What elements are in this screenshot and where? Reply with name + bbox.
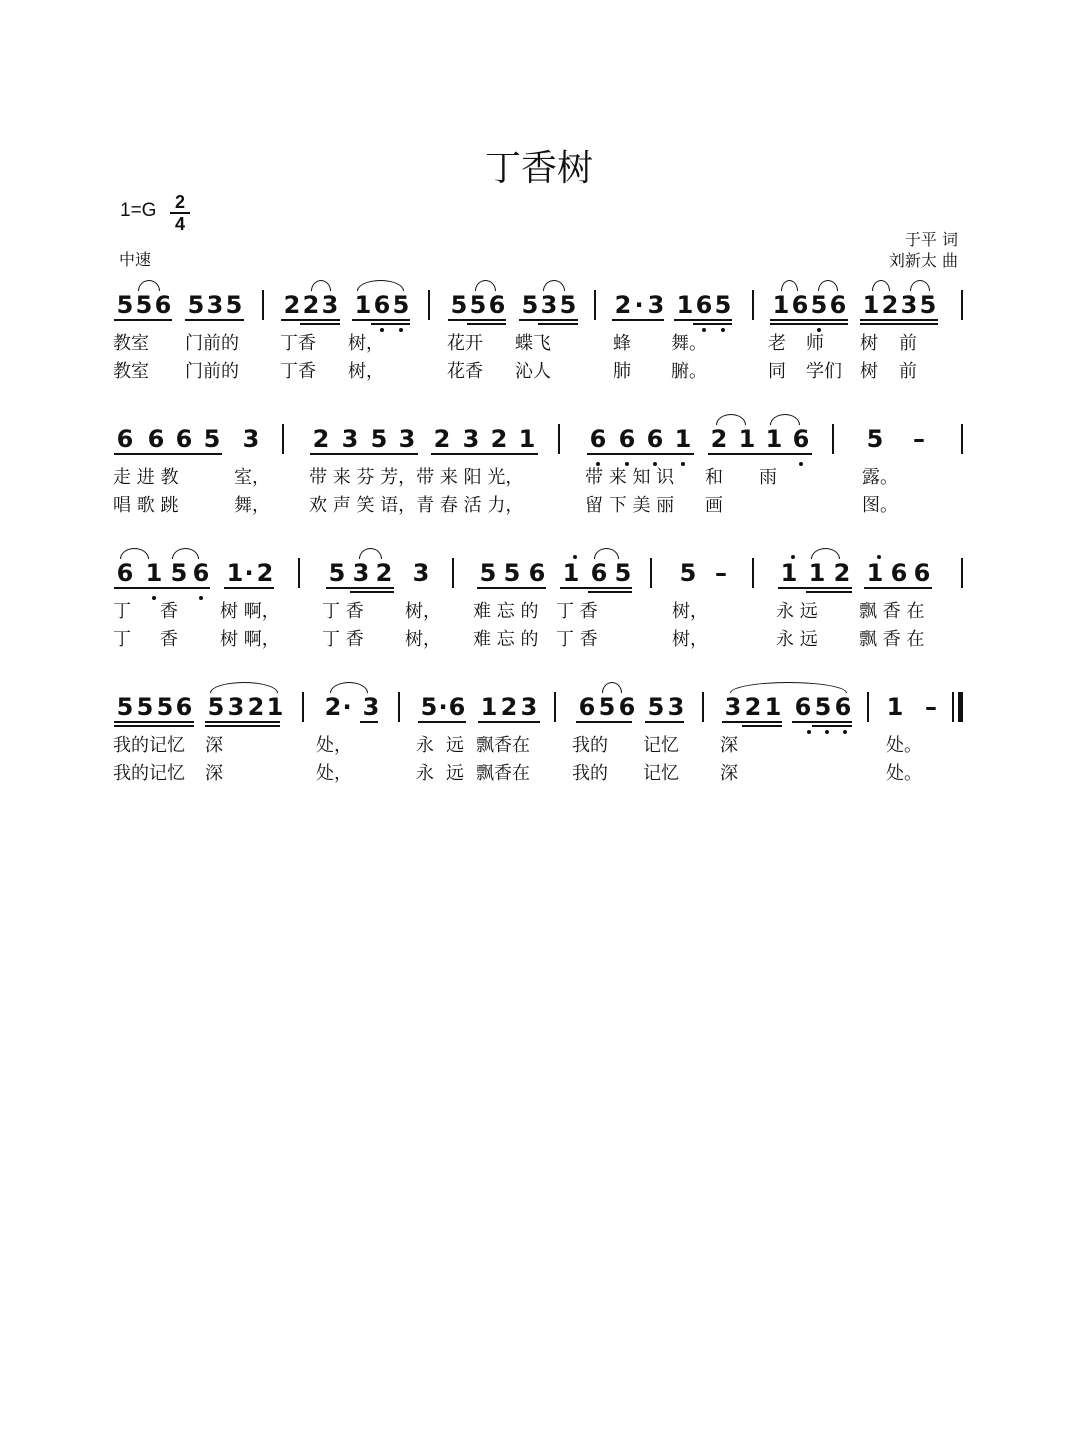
note: 6 [834,693,852,721]
final-barline-thick [958,692,963,722]
beam-underline [708,453,812,455]
beam-underline [114,319,172,321]
note: 2 [710,425,728,453]
beam-underline [778,587,852,589]
barline [650,558,652,588]
tie-slur [330,682,368,693]
lyric-verse2: 飘 香 在 [859,629,925,650]
note: 1 [518,425,536,453]
lyric-verse1: 雨 [759,467,777,488]
lyric-verse2: 图。 [862,495,898,516]
lyric-verse1: 记忆 [643,735,679,756]
beam-underline-double [114,725,194,727]
note: 6 [646,425,664,453]
lyric-verse1: 丁 [113,601,131,622]
note: 5 [170,559,188,587]
note: 3 [362,693,380,721]
octave-dot-low [653,462,657,466]
beam-underline-double [693,323,732,325]
lyric-verse1: 永 [416,735,434,756]
note: 1 [886,693,904,721]
note: 1 [764,693,782,721]
note: 5 [479,559,497,587]
note: 1 [674,425,692,453]
tie-slur [138,280,160,291]
note: 1 [862,291,880,319]
barline [554,692,556,722]
lyric-verse2: 记忆 [643,763,679,784]
note: 6 [829,291,847,319]
lyric-verse2: 沁人 [515,361,551,382]
lyric-verse1: 飘 香 在 [859,601,925,622]
note: 3 [667,693,685,721]
lyric-verse1: 蝶飞 [515,333,551,354]
octave-dot-low [199,596,203,600]
barline [961,290,963,320]
lyric-verse1: 和 [705,467,723,488]
lyric-verse1: 蜂 [613,333,631,354]
note: 6 [791,291,809,319]
lyric-verse2: 唱 歌 跳 [113,495,179,516]
lyric-verse2: 留 下 美 丽 [585,495,675,516]
lyric-verse2: 丁香 [280,361,316,382]
beam-underline [722,721,782,723]
beam-underline [448,319,506,321]
beam-underline [860,319,938,321]
meter-bottom: 4 [174,214,185,234]
lyric-verse1: 老 [768,333,786,354]
lyric-verse2: 丁 [113,629,131,650]
note: 5 [503,559,521,587]
note: 5 [203,425,221,453]
note: 6 [792,425,810,453]
note: 2 [833,559,851,587]
note: 3 [520,693,538,721]
tie-slur [311,280,331,291]
lyric-verse2: 丁 香 [322,629,364,650]
note: 6 [890,559,908,587]
lyric-verse2: 处。 [886,763,922,784]
beam-underline-double [742,725,782,727]
note: 1 [765,425,783,453]
note: 3 [462,425,480,453]
note: · [244,559,254,587]
note: 1 [266,693,284,721]
lyric-verse1: 花开 [447,333,483,354]
note: 5 [135,291,153,319]
octave-dot-high [877,555,881,559]
octave-dot-low [799,462,803,466]
note: 6 [618,425,636,453]
lyric-verse1: 走 进 教 [113,467,179,488]
note: 6 [154,291,172,319]
note: 5 [919,291,937,319]
note: 3 [341,425,359,453]
beam-underline [326,587,394,589]
note: 3 [412,559,430,587]
octave-dot-low [702,328,706,332]
song-title: 丁香树 [484,148,593,189]
lyric-verse1: 门前的 [185,333,239,354]
beam-underline-double [588,591,632,593]
lyric-verse1: 师 [806,333,824,354]
note: 5 [647,693,665,721]
note: 2 [881,291,899,319]
tie-slur [543,280,565,291]
note: 3 [242,425,260,453]
tie-slur [716,414,746,425]
note: – [913,425,925,453]
meter-top: 2 [170,192,190,214]
note: 2 [744,693,762,721]
octave-dot-low [399,328,403,332]
note: 5 [814,693,832,721]
barline [398,692,400,722]
octave-dot-low [625,462,629,466]
lyric-verse2: 同 [768,361,786,382]
beam-underline [770,319,848,321]
octave-dot-low [681,462,685,466]
lyric-verse2: 肺 [613,361,631,382]
lyric-verse1: 丁香 [280,333,316,354]
beam-underline [645,721,684,723]
note: 2 [614,291,632,319]
lyric-verse2: 飘香在 [476,763,530,784]
note: · [634,291,644,319]
beam-underline [674,319,732,321]
note: 1 [562,559,580,587]
tie-slur [210,682,278,693]
note: 1 [738,425,756,453]
lyric-verse1: 处。 [886,735,922,756]
note: 3 [352,559,370,587]
lyric-verse2: 树， [348,361,384,382]
lyric-verse2: 树 [860,361,878,382]
lyric-verse2: 教室 [113,361,149,382]
lyric-verse2: 舞， [234,495,270,516]
note: · [438,693,448,721]
barline [752,290,754,320]
note: 5 [370,425,388,453]
lyric-verse2: 树， [672,629,708,650]
note: 3 [227,693,245,721]
note: 5 [187,291,205,319]
beam-underline [310,453,418,455]
barline [302,692,304,722]
lyric-verse1: 丁 香 [322,601,364,622]
beam-underline [612,319,664,321]
lyric-verse1: 深 [720,735,738,756]
note: 3 [900,291,918,319]
note: 5 [614,559,632,587]
barline [558,424,560,454]
tie-slur [811,548,840,559]
beam-underline-double [538,323,578,325]
note: 6 [448,693,466,721]
composer-credit: 刘新太 曲 [888,251,958,270]
final-barline-thin [952,692,954,722]
note: 6 [192,559,210,587]
lyric-verse2: 我的记忆 [113,763,185,784]
lyric-verse1: 我的记忆 [113,735,185,756]
note: 5 [116,693,134,721]
barline [428,290,430,320]
tie-slur [120,548,149,559]
lyric-verse1: 树 [860,333,878,354]
lyric-verse1: 难 忘 的 [473,601,539,622]
octave-dot-high [791,555,795,559]
note: 2 [256,559,274,587]
note: 1 [808,559,826,587]
note: 6 [116,559,134,587]
note: – [715,559,727,587]
beam-underline [360,721,378,723]
beam-underline [185,319,244,321]
note: 2 [283,291,301,319]
lyric-verse2: 我的 [572,763,608,784]
note: 2 [433,425,451,453]
barline [961,424,963,454]
note: 6 [147,425,165,453]
barline [961,558,963,588]
octave-dot-low [596,462,600,466]
barline [752,558,754,588]
beam-underline-double [467,323,506,325]
time-signature [170,192,190,234]
octave-dot-low [825,730,829,734]
note: 5 [156,693,174,721]
note: 1 [866,559,884,587]
beam-underline [587,453,694,455]
lyric-verse2: 花香 [447,361,483,382]
lyric-verse1: 树， [672,601,708,622]
beam-underline-double [806,591,852,593]
lyric-verse2: 前 [899,361,917,382]
note: 3 [206,291,224,319]
octave-dot-low [152,596,156,600]
note: 5 [420,693,438,721]
lyric-verse1: 远 [446,735,464,756]
barline [702,692,704,722]
note: 2 [500,693,518,721]
beam-underline [431,453,538,455]
octave-dot-low [380,328,384,332]
note: 3 [724,693,742,721]
note: 6 [116,425,134,453]
note: 5 [866,425,884,453]
lyric-verse2: 树 啊， [220,629,280,650]
lyric-verse1: 前 [899,333,917,354]
note: 6 [578,693,596,721]
lyric-verse2: 深 [720,763,738,784]
lyric-verse1: 室， [234,467,270,488]
beam-underline-double [350,591,394,593]
note: 2 [247,693,265,721]
lyric-verse1: 香 [160,601,178,622]
note: · [342,693,352,721]
octave-dot-low [843,730,847,734]
note: 5 [328,559,346,587]
note: 3 [321,291,339,319]
tie-slur [172,548,199,559]
lyric-verse2: 画 [705,495,723,516]
tie-slur [730,682,847,693]
note: 2 [302,291,320,319]
lyric-verse1: 带 来 芬 芳，带 来 阳 光， [309,467,524,488]
lyric-verse1: 树 啊， [220,601,280,622]
octave-dot-low [817,328,821,332]
note: 5 [679,559,697,587]
key-signature: 1=G [120,200,157,221]
note: 1 [145,559,163,587]
lyric-verse1: 树， [348,333,384,354]
note: 3 [540,291,558,319]
barline [298,558,300,588]
beam-underline [519,319,578,321]
lyric-verse1: 飘香在 [476,735,530,756]
note: 5 [598,693,616,721]
beam-underline [576,721,632,723]
lyricist-credit: 于平 词 [904,230,958,249]
lyric-verse2: 门前的 [185,361,239,382]
note: 1 [226,559,244,587]
note: 6 [175,693,193,721]
beam-underline-double [300,323,340,325]
note: 1 [480,693,498,721]
beam-underline [418,721,466,723]
tie-slur [818,280,838,291]
beam-underline [792,721,852,723]
lyric-verse2: 远 [446,763,464,784]
note: 5 [136,693,154,721]
note: 5 [392,291,410,319]
lyric-verse2: 难 忘 的 [473,629,539,650]
beam-underline [560,587,632,589]
lyric-verse1: 舞。 [671,333,707,354]
tie-slur [910,280,930,291]
barline [594,290,596,320]
note: 6 [794,693,812,721]
lyric-verse1: 树， [405,601,441,622]
lyric-verse2: 欢 声 笑 语，青 春 活 力， [309,495,524,516]
lyric-verse2: 腑。 [671,361,707,382]
note: 6 [913,559,931,587]
note: 6 [373,291,391,319]
note: 5 [559,291,577,319]
tie-slur [872,280,890,291]
lyric-verse2: 学们 [806,361,842,382]
beam-underline [477,587,546,589]
beam-underline [478,721,540,723]
beam-underline-double [770,323,848,325]
beam-underline [205,721,280,723]
barline [832,424,834,454]
lyric-verse1: 永 远 [776,601,818,622]
note: 6 [175,425,193,453]
barline [452,558,454,588]
tie-slur [475,280,496,291]
lyric-verse2: 树， [405,629,441,650]
note: 3 [647,291,665,319]
note: 6 [528,559,546,587]
lyric-verse1: 丁 香 [556,601,598,622]
note: 1 [354,291,372,319]
lyric-verse1: 带 来 知 识 [585,467,675,488]
note: 2 [490,425,508,453]
note: 6 [695,291,713,319]
beam-underline [352,319,410,321]
beam-underline-double [205,725,280,727]
lyric-verse2: 永 远 [776,629,818,650]
note: 5 [469,291,487,319]
lyric-verse2: 香 [160,629,178,650]
beam-underline [114,721,194,723]
tempo-marking: 中速 [119,250,152,269]
tie-slur [357,280,404,291]
beam-underline [114,453,222,455]
lyric-verse1: 深 [205,735,223,756]
lyric-verse1: 教室 [113,333,149,354]
octave-dot-low [807,730,811,734]
note: 2 [324,693,342,721]
note: 6 [488,291,506,319]
note: 5 [450,291,468,319]
note: 3 [398,425,416,453]
octave-dot-high [573,555,577,559]
note: 5 [810,291,828,319]
beam-underline [281,319,340,321]
note: 5 [521,291,539,319]
tie-slur [770,414,800,425]
lyric-verse2: 永 [416,763,434,784]
note: 2 [375,559,393,587]
octave-dot-low [721,328,725,332]
note: 1 [780,559,798,587]
note: 6 [589,425,607,453]
note: 5 [207,693,225,721]
barline [282,424,284,454]
beam-underline-double [860,323,938,325]
beam-underline-double [371,323,410,325]
barline [262,290,264,320]
note: 6 [590,559,608,587]
note: 5 [116,291,134,319]
tie-slur [594,548,619,559]
note: 5 [225,291,243,319]
lyric-verse1: 处， [316,735,352,756]
note: – [925,693,937,721]
note: 1 [772,291,790,319]
lyric-verse2: 处， [316,763,352,784]
tie-slur [359,548,382,559]
beam-underline [114,587,210,589]
note: 1 [676,291,694,319]
tie-slur [781,280,798,291]
lyric-verse2: 丁 香 [556,629,598,650]
beam-underline [224,587,274,589]
lyric-verse1: 我的 [572,735,608,756]
barline [867,692,869,722]
note: 2 [312,425,330,453]
lyric-verse1: 露。 [862,467,898,488]
beam-underline-double [812,725,852,727]
note: 6 [618,693,636,721]
beam-underline [864,587,932,589]
tie-slur [602,682,622,693]
lyric-verse2: 深 [205,763,223,784]
note: 5 [714,291,732,319]
